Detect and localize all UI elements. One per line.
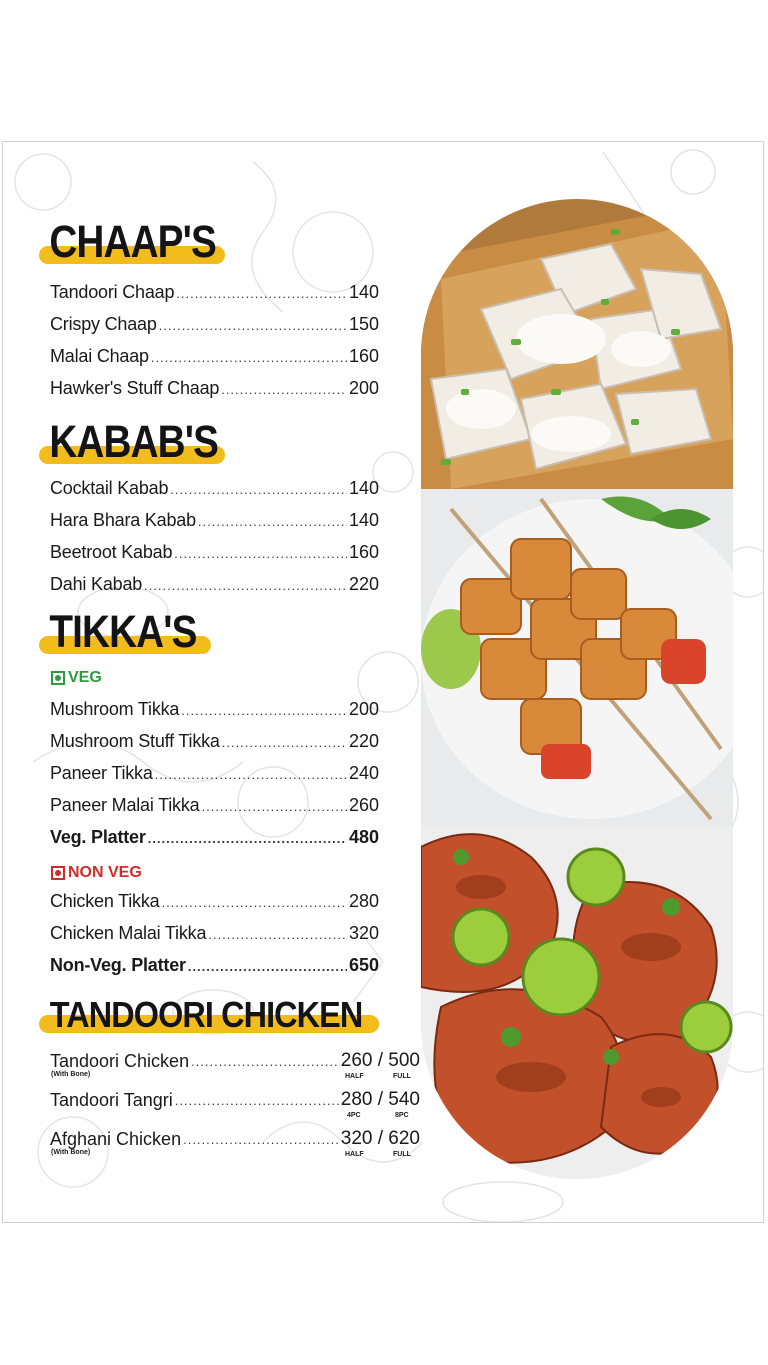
food-photo-strip: [421, 199, 733, 1179]
menu-item: Malai Chaap ..... 160: [50, 342, 379, 368]
tandoori-chicken-photo: [421, 827, 733, 1179]
menu-item: Cocktail Kabab ..... 140: [50, 474, 379, 500]
veg-label: VEG: [51, 668, 102, 688]
heading-chaaps: CHAAP'S: [39, 218, 245, 266]
menu-item: Non-Veg. Platter ..... 650: [50, 951, 379, 977]
menu-item: Hawker's Stuff Chaap ..... 200: [50, 374, 379, 400]
menu-item: Crispy Chaap ..... 150: [50, 310, 379, 336]
menu-item: Paneer Malai Tikka ..... 260: [50, 791, 379, 817]
menu-item: Mushroom Stuff Tikka ..... 220: [50, 727, 379, 753]
veg-icon: [51, 671, 65, 685]
menu-item: Dahi Kabab ..... 220: [50, 570, 379, 596]
heading-kababs: KABAB'S: [39, 418, 247, 466]
menu-item: Paneer Tikka ..... 240: [50, 759, 379, 785]
menu-item: Chicken Malai Tikka ..... 320: [50, 919, 379, 945]
menu-item: Beetroot Kabab ..... 160: [50, 538, 379, 564]
menu-item: Chicken Tikka ..... 280: [50, 887, 379, 913]
paneer-tikka-photo: [421, 489, 733, 827]
heading-tandoori-chicken: TANDOORI CHICKEN: [39, 995, 398, 1035]
nonveg-label: NON VEG: [51, 863, 142, 883]
malai-chaap-photo: [421, 199, 733, 489]
nonveg-icon: [51, 866, 65, 880]
menu-item: Tandoori Tangri ..... 280 / 540 4PC 8PC: [50, 1087, 420, 1127]
menu-item: Tandoori Chaap ..... 140: [50, 278, 379, 304]
menu-item: Afghani Chicken ..... 320 / 620 (With Bone) HALF FULL: [50, 1126, 420, 1166]
menu-item: Hara Bhara Kabab ..... 140: [50, 506, 379, 532]
heading-tikkas: TIKKA'S: [39, 608, 222, 656]
menu-item: Tandoori Chicken ..... 260 / 500 (With Bone) HALF FULL: [50, 1048, 420, 1088]
menu-page: [2, 141, 764, 1223]
menu-item: Mushroom Tikka ..... 200: [50, 695, 379, 721]
menu-item: Veg. Platter ..... 480: [50, 823, 379, 849]
